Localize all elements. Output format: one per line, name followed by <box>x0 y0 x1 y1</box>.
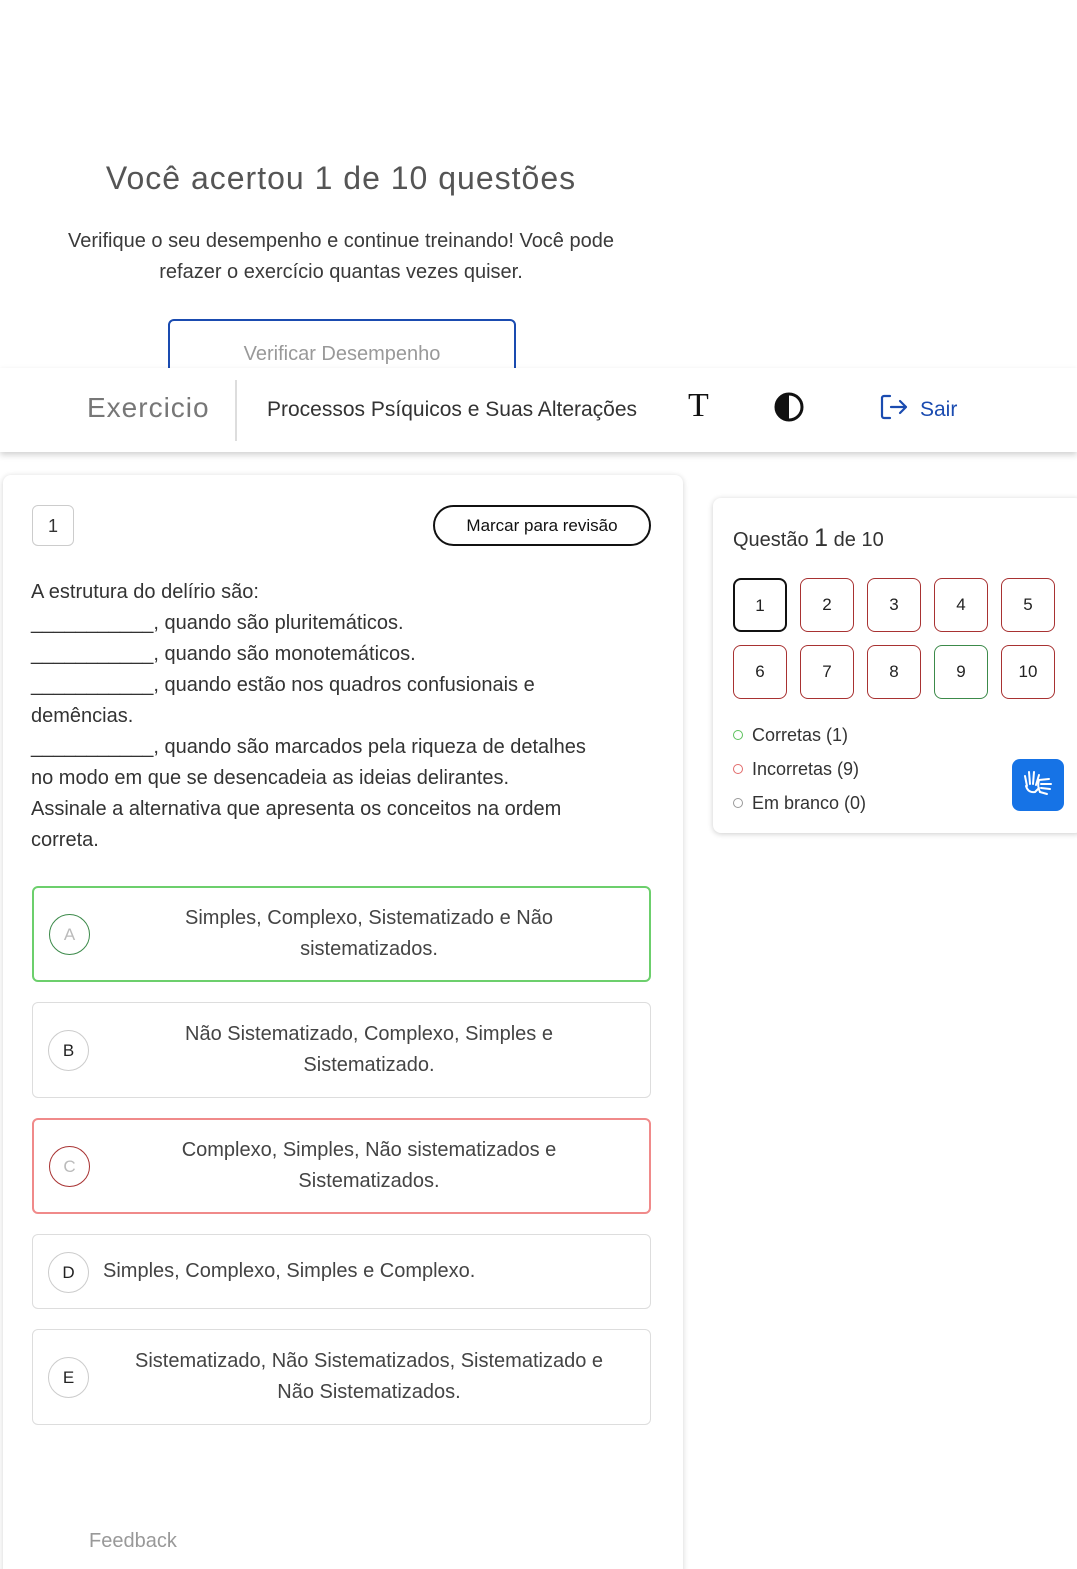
option-letter: A <box>49 914 90 955</box>
option-text-line: sistematizados. <box>300 938 438 960</box>
statement-line: correta. <box>31 829 99 851</box>
option-text-line: Simples, Complexo, Simples e Complexo. <box>103 1260 476 1282</box>
navigator-title-suffix: de 10 <box>833 529 884 551</box>
sign-language-button[interactable] <box>1012 759 1064 811</box>
legend-blank <box>733 786 866 820</box>
question-grid <box>733 578 1063 699</box>
statement-line: A estrutura do delírio são: <box>31 581 259 603</box>
legend-label: Em branco (0) <box>752 792 867 813</box>
question-cell-9[interactable]: 9 <box>934 645 988 699</box>
exit-button[interactable] <box>880 395 957 425</box>
question-number: 1 <box>32 505 74 546</box>
top-header <box>0 368 1077 452</box>
check-performance-button[interactable]: Verificar Desempenho <box>168 319 516 389</box>
feedback-tab[interactable]: Feedback <box>89 1530 177 1552</box>
legend-label: Corretas (1) <box>752 724 849 745</box>
circle-icon <box>733 730 743 740</box>
status-legend <box>733 718 866 820</box>
statement-line: demências. <box>31 705 134 727</box>
navigator-current: 1 <box>814 524 829 552</box>
option-text <box>103 1346 635 1408</box>
course-title: Processos Psíquicos e Suas Alterações <box>267 398 638 421</box>
question-statement <box>31 577 641 856</box>
statement-line: ___________, quando estão nos quadros confusionais e <box>31 674 535 696</box>
question-cell-8[interactable]: 8 <box>867 645 921 699</box>
option-b[interactable] <box>32 1002 651 1098</box>
result-subtitle <box>30 226 652 288</box>
contrast-icon[interactable] <box>774 392 804 422</box>
question-cell-3[interactable]: 3 <box>867 578 921 632</box>
legend-label: Incorretas (9) <box>752 758 860 779</box>
statement-line: Assinale a alternativa que apresenta os conceitos na ordem <box>31 798 562 820</box>
option-letter: B <box>48 1030 89 1071</box>
sign-language-icon <box>1021 766 1055 805</box>
option-text-line: Sistematizados. <box>298 1170 440 1192</box>
option-e[interactable] <box>32 1329 651 1425</box>
option-c[interactable] <box>32 1118 651 1214</box>
circle-icon <box>733 764 743 774</box>
statement-line: ___________, quando são marcados pela riqueza de detalhes <box>31 736 586 758</box>
option-text <box>104 903 634 965</box>
question-cell-4[interactable]: 4 <box>934 578 988 632</box>
option-a[interactable] <box>32 886 651 982</box>
option-text <box>103 1256 635 1287</box>
circle-icon <box>733 798 743 808</box>
legend-correct <box>733 718 866 752</box>
result-subtitle-line: refazer o exercício quantas vezes quiser. <box>159 261 523 283</box>
option-d[interactable] <box>32 1234 651 1309</box>
logout-icon <box>880 394 908 426</box>
exit-label: Sair <box>920 398 958 421</box>
statement-line: ___________, quando são pluritemáticos. <box>31 612 404 634</box>
brand-label: Exercicio <box>87 392 210 423</box>
question-cell-2[interactable]: 2 <box>800 578 854 632</box>
option-text-line: Complexo, Simples, Não sistematizados e <box>181 1139 557 1161</box>
option-text-line: Sistematizado, Não Sistematizados, Sistematizado e <box>135 1350 603 1372</box>
option-letter: C <box>49 1146 90 1187</box>
option-text-line: Sistematizado. <box>303 1054 435 1076</box>
option-text-line: Simples, Complexo, Sistematizado e Não <box>185 907 553 929</box>
statement-line: ___________, quando são monotemáticos. <box>31 643 416 665</box>
option-text <box>104 1135 634 1197</box>
navigator-title-prefix: Questão <box>733 529 809 551</box>
question-cell-6[interactable]: 6 <box>733 645 787 699</box>
question-card <box>3 475 683 1569</box>
header-divider <box>235 380 237 441</box>
mark-for-review-button[interactable]: Marcar para revisão <box>433 505 651 546</box>
text-size-icon[interactable]: T <box>688 387 709 424</box>
option-text-line: Não Sistematizados. <box>277 1381 461 1403</box>
option-text <box>103 1019 635 1081</box>
navigator-title <box>733 524 884 553</box>
question-cell-1[interactable]: 1 <box>733 578 787 632</box>
question-cell-5[interactable]: 5 <box>1001 578 1055 632</box>
option-text-line: Não Sistematizado, Complexo, Simples e <box>185 1023 553 1045</box>
result-title: Você acertou 1 de 10 questões <box>105 160 577 196</box>
statement-line: no modo em que se desencadeia as ideias delirantes. <box>31 767 510 789</box>
question-cell-10[interactable]: 10 <box>1001 645 1055 699</box>
option-letter: D <box>48 1252 89 1293</box>
question-cell-7[interactable]: 7 <box>800 645 854 699</box>
option-letter: E <box>48 1357 89 1398</box>
legend-incorrect <box>733 752 866 786</box>
result-subtitle-line: Verifique o seu desempenho e continue treinando! Você pode <box>68 230 614 252</box>
